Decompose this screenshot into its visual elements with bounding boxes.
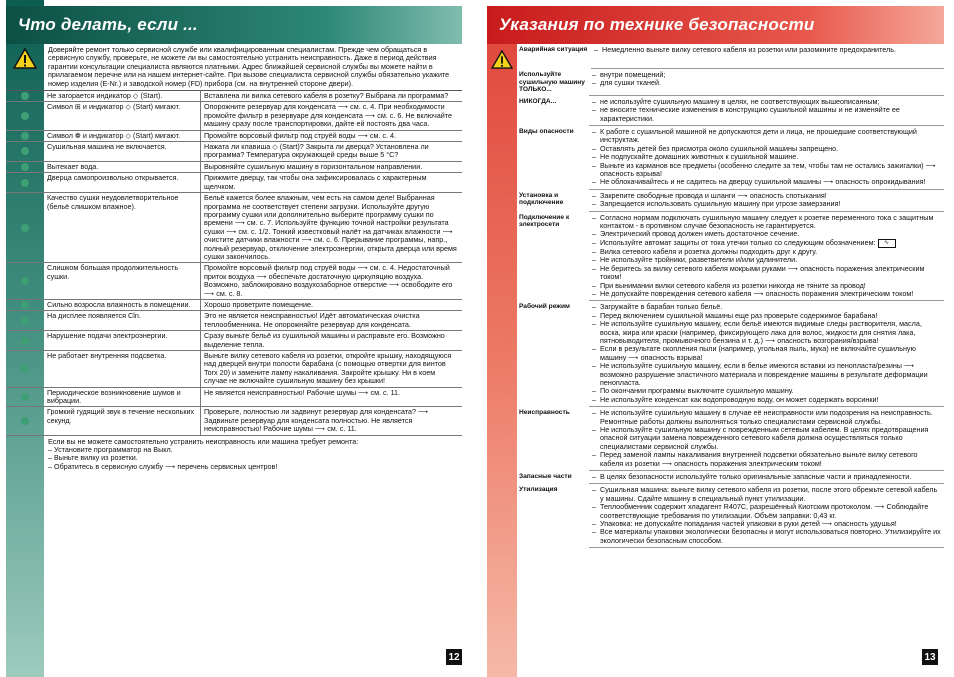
solution-cell: Это не является неисправностью! Идёт автоматическая очистка теплообменника. Не опорожняйте резервуар для конденсата. — [201, 311, 462, 330]
safety-section — [487, 484, 944, 548]
section-text — [589, 407, 944, 471]
solution-cell: Вставлена ли вилка сетевого кабеля в розетку? Выбрана ли программа? — [201, 91, 462, 101]
section-line: – для сушки тканей. — [592, 78, 661, 88]
problem-cell: Не загорается индикатор ◇ (Start). — [44, 91, 201, 101]
section-line: – Запрещается использовать сушильную машину при угрозе замерзания! — [592, 199, 841, 209]
problem-cell: Дверца самопроизвольно открывается. — [44, 173, 201, 192]
solution-cell: Промойте ворсовый фильтр под струёй воды ⟶ см. с. 4. — [201, 131, 462, 141]
bullet-dot-icon — [6, 263, 44, 299]
final-block — [6, 436, 462, 474]
solution-cell: Выньте вилку сетевого кабеля из розетки, откройте крышку, находящуюся над дверцей внутри полости барабана (с помощью отвертки для винтов Torx 20) и замените лампу накаливания. Закройте крышку. Ни в коем случае не включайте сушильную машину без крышки! — [201, 351, 462, 387]
section-line: – Теплообменник содержит хладагент R407C, разрешённый Киотским протоколом. ⟶ Соблюдайте соответствующие требования по утилизации. Объём заправки: 0,43 кг. — [592, 502, 929, 520]
section-line: – Не используйте тройники, разветвители и/или удлинители. — [592, 255, 798, 265]
table-row — [6, 300, 462, 311]
problem-cell: Сушильная машина не включается. — [44, 142, 201, 161]
problem-cell: Не работает внутренняя подсветка. — [44, 351, 201, 387]
problem-cell: Сильно возросла влажность в помещении. — [44, 300, 201, 310]
table-row — [6, 351, 462, 388]
solution-cell: Выровняйте сушильную машину в горизонтальном направлении. — [201, 162, 462, 172]
problem-cell: На дисплее появляется Cln. — [44, 311, 201, 330]
section-line: – Согласно нормам подключать сушильную машину следует к розетке переменного тока с защитным контактом - в противном случае безопасность не гарантируется. — [592, 212, 934, 231]
section-line: – Электрический провод должен иметь достаточное сечение. — [592, 229, 800, 239]
section-label: Аварийная ситуация — [519, 46, 588, 53]
section-line: – Не используйте конденсат как водопроводную воду, он может содержать ворсинки! — [592, 394, 879, 404]
section-line: – Не используйте сушильную машину, если бельё имеются видимые следы растворителя, масла, воска, жира или краски (например, фиксирующего лака для волос, жидкости для снятия лака, пятновыводителя, промывочного бензина и т. д.) ⟶ опасность возгорания/взрыва! — [592, 319, 922, 345]
bullet-dot-icon — [6, 407, 44, 434]
safety-section — [487, 190, 944, 212]
troubleshooting-content — [6, 44, 462, 473]
section-line: – Если в результате скопления пыли (например, угольная пыль, мука) не включайте сушильную машину ⟶ опасность взрыва! — [592, 344, 916, 362]
problem-cell: Нарушение подачи электроэнергии. — [44, 331, 201, 350]
bullet-dot-icon — [6, 388, 44, 407]
safety-section — [487, 69, 944, 96]
section-line: – Упаковка: не допускайте попадания частей упаковки в руки детей ⟶ опасность удушья! — [592, 519, 897, 529]
section-line: – В целях безопасности используйте только оригинальные запасные части и принадлежности. — [592, 472, 912, 482]
section-label: Установка и подключение — [519, 191, 564, 207]
problem-cell: Громкий гудящий звук в течение нескольких секунд. — [44, 407, 201, 434]
intro-row — [6, 44, 462, 91]
solution-cell: Не является неисправностью! Рабочие шумы ⟶ см. с. 11. — [201, 388, 462, 407]
bullet-dot-icon — [6, 173, 44, 192]
section-label: Подключение к электросети — [519, 213, 570, 229]
solution-cell: Промойте ворсовый фильтр под струёй воды ⟶ см. с. 4. Недостаточный приток воздуха ⟶ обеспечьте достаточную циркуляцию воздуха. Возможно, заблокировано воздухозаборное отверстие ⟶ освободите его ⟶ см. с. 8. — [201, 263, 462, 299]
solution-cell: Сразу выньте бельё из сушильной машины и расправьте его. Возможно выделение тепла. — [201, 331, 462, 350]
bullet-dot-icon — [6, 91, 44, 101]
table-row — [6, 388, 462, 408]
section-label: Запасные части — [519, 473, 572, 481]
right-banner — [487, 6, 944, 44]
section-line: – Не используйте сушильную машину с поврежденным сетевым кабелем. В целях предотвращения опасной ситуации замена поврежденного сетевого кабеля должна осуществляться только специалистами сервисной службы. — [592, 425, 929, 451]
troubleshooting-table — [6, 91, 462, 436]
table-row — [6, 407, 462, 435]
safety-section — [487, 407, 944, 471]
section-label: Используйте сушильную машину ТОЛЬКО... — [519, 71, 585, 94]
rcd-symbol-icon: ∿ — [878, 239, 896, 248]
safety-section — [487, 212, 944, 302]
warning-triangle-icon — [6, 44, 44, 90]
section-line: – К работе с сушильной машиной не допускаются дети и лица, не прошедшие соответствующий инструктаж. — [592, 127, 917, 145]
left-banner — [6, 6, 462, 44]
section-line: – Не облокачивайтесь и не садитесь на дверцу сушильной машины ⟶ опасность опрокидывания! — [592, 177, 926, 187]
bullet-dot-icon — [6, 300, 44, 310]
problem-cell: Качество сушки неудовлетворительное (бельё слишком влажное). — [44, 193, 201, 262]
section-label: Виды опасности — [519, 128, 574, 135]
safety-section — [487, 471, 944, 484]
section-line: – Все материалы упаковки экологически безопасны и могут использоваться повторно. Утилизируйте их экологически безопасным способом. — [592, 527, 941, 545]
section-text — [589, 301, 944, 407]
final-item: – Обратитесь в сервисную службу ⟶ перечень сервисных центров! — [48, 461, 278, 471]
problem-cell: Символ ❁ и индикатор ◇ (Start) мигают. — [44, 131, 201, 141]
final-item: – Установите программатор на Выкл. — [48, 445, 173, 455]
section-text — [589, 190, 944, 212]
section-text — [589, 212, 944, 302]
safety-section — [487, 301, 944, 407]
section-line: – Не беритесь за вилку сетевого кабеля мокрыми руками ⟶ опасность поражения электрическим током! — [592, 263, 925, 282]
problem-cell: Периодическое возникновение шумов и вибрации. — [44, 388, 201, 407]
right-title: Указания по технике безопасности — [499, 15, 815, 34]
solution-cell: Проверьте, полностью ли задвинут резервуар для конденсата? ⟶ Задвиньте резервуар для конденсата полностью. Не является неисправностью! Рабочие шумы ⟶ см. с. 11. — [201, 407, 462, 434]
table-row — [6, 173, 462, 193]
bullet-dot-icon — [6, 311, 44, 330]
section-line: – не используйте сушильную машину в целях, не соответствующих вышеописанным; — [592, 96, 880, 106]
section-line: – Сушильная машина: выньте вилку сетевого кабеля из розетки, после этого обрежьте сетевой кабель у машины. Сдайте машину в специальный пункт утилизации. — [592, 485, 938, 503]
table-row — [6, 142, 462, 162]
section-label: НИКОГДА... — [519, 97, 557, 105]
right-page — [477, 0, 954, 677]
bullet-dot-icon — [6, 131, 44, 141]
section-line: – Закрепите свободные провода и шланги ⟶ опасность спотыкания! — [592, 190, 827, 200]
bullet-dot-icon — [6, 162, 44, 172]
bullet-dot-icon — [6, 193, 44, 262]
section-line: – Используйте автомат защиты от тока утечки только со следующим обозначением: ∿ — [592, 239, 941, 248]
solution-cell: Прижмите дверцу, так чтобы она зафиксировалась с характерным щелчком. — [201, 173, 462, 192]
section-text — [589, 471, 944, 484]
section-line: – Не допускайте повреждения сетевого кабеля ⟶ опасность поражения электрическим током! — [592, 288, 914, 298]
safety-section — [487, 44, 944, 69]
section-line: – Не подпускайте домашних животных к сушильной машине. — [592, 152, 799, 162]
section-label: Рабочий режим — [519, 303, 570, 311]
safety-content — [487, 44, 944, 548]
section-label: Неисправность — [519, 409, 570, 417]
left-title: Что делать, если ... — [18, 15, 198, 34]
solution-cell: Хорошо проветрите помещение. — [201, 300, 462, 310]
section-text — [589, 96, 944, 126]
table-row — [6, 91, 462, 102]
table-row — [6, 311, 462, 331]
page-number-left: 12 — [446, 649, 462, 665]
safety-section — [487, 96, 944, 126]
section-line: – Немедленно выньте вилку сетевого кабеля из розетки или разомкните предохранитель. — [594, 45, 896, 54]
bullet-dot-icon — [6, 102, 44, 129]
problem-cell: Слишком большая продолжительность сушки. — [44, 263, 201, 299]
section-line: – не вносите технические изменения в конструкцию сушильной машины и не изменяйте ее характеристики. — [592, 105, 900, 123]
table-row — [6, 331, 462, 351]
section-text — [589, 484, 944, 548]
solution-cell: Бельё кажется более влажным, чем есть на самом деле! Выбранная программа не соответствует степени загрузки. Используйте другую программу сушки или дополнительно выберите программу сушки по времени ⟶ см. с. 7. Используйте функцию точной настройки результата сушки ⟶ см. с. 1/2. Тонкий известковый налёт на датчиках влажности ⟶ очистите датчики влажности ⟶ см. с. 6. Прерывание программы, напр., полный резервуар, отключение электроэнергии, открыта дверца или время сушки закончилось. — [201, 193, 462, 262]
section-line: – Выньте из карманов все предметы (особенно следите за тем, чтобы там не остались зажигалки) ⟶ опасность взрыва! — [592, 160, 936, 179]
section-line: – Вилка сетевого кабеля и розетка должны подходить друг к другу. — [592, 246, 818, 256]
bullet-dot-icon — [6, 331, 44, 350]
section-line: – Перед заменой лампы накаливания внутренней подсветки обязательно выньте вилку сетевого кабеля из розетки ⟶ опасность поражения электрическим током! — [592, 450, 918, 468]
bullet-dot-icon — [6, 142, 44, 161]
section-line: – По окончании программы выключите сушильную машину. — [592, 386, 794, 396]
table-row — [6, 263, 462, 300]
final-item: – Выньте вилку из розетки. — [48, 453, 138, 463]
section-text — [589, 69, 944, 96]
section-line: – Не используйте сушильную машину, если в белье имеются вставки из пенопласта/резины ⟶ возможно разрушение эластичного материала и повреждение машины в результате деформации пенопласта. — [592, 361, 928, 387]
page-number-right: 13 — [922, 649, 938, 665]
section-line: – внутри помещений; — [592, 70, 666, 79]
table-row — [6, 193, 462, 263]
section-line: – Загружайте в барабан только бельё. — [592, 302, 723, 312]
problem-cell: Вытекает вода. — [44, 162, 201, 172]
bullet-dot-icon — [6, 351, 44, 387]
table-row — [6, 131, 462, 142]
section-line: – Не используйте сушильную машину в случае её неисправности или подозрения на неисправность. Ремонтные работы должны выполняться только специалистами сервисной службы. — [592, 408, 933, 426]
safety-section — [487, 126, 944, 190]
table-row — [6, 102, 462, 130]
intro-text: Доверяйте ремонт только сервисной службе или квалифицированным специалистам. Прежде чем обращаться в сервисную службу, проверьте, не можете ли вы самостоятельно устранить неисправность. Даже в период действия гарантии консультации специалиста являются платными. Адрес ближайшей сервисной службы вы можете найти в прилагаемом перечне или на нашем интернет-сайте. При вызове специалиста сервисной службы обязательно укажите номер изделия (E-Nr.) и заводской номер (FD) прибора (см. на внутренней стороне двери). — [44, 44, 462, 90]
final-title: Если вы не можете самостоятельно устранить неисправность или машина требует ремонта: — [48, 436, 359, 446]
section-line: – Оставлять детей без присмотра около сушильной машины запрещено. — [592, 143, 839, 153]
warning-triangle-icon — [487, 44, 517, 69]
section-label: Утилизация — [519, 486, 558, 494]
section-text — [591, 44, 944, 69]
section-text — [589, 126, 944, 190]
solution-cell: Опорожните резервуар для конденсата ⟶ см. с. 4. При необходимости промойте фильтр в резервуаре для конденсата ⟶ см. с. 6. Не включайте машину сразу после транспортировки, дайте ей постоять два часа. — [201, 102, 462, 129]
problem-cell: Символ ⊞ и индикатор ◇ (Start) мигают. — [44, 102, 201, 129]
solution-cell: Нажата ли клавиша ◇ (Start)? Закрыта ли дверца? Установлена ли программа? Температура окружающей среды выше 5 °C? — [201, 142, 462, 161]
section-line: – Перед включением сушильной машины еще раз проверьте содержимое барабана! — [592, 310, 878, 320]
table-row — [6, 162, 462, 173]
section-line: – При вынимании вилки сетевого кабеля из розетки никогда не тяните за провод! — [592, 280, 866, 290]
